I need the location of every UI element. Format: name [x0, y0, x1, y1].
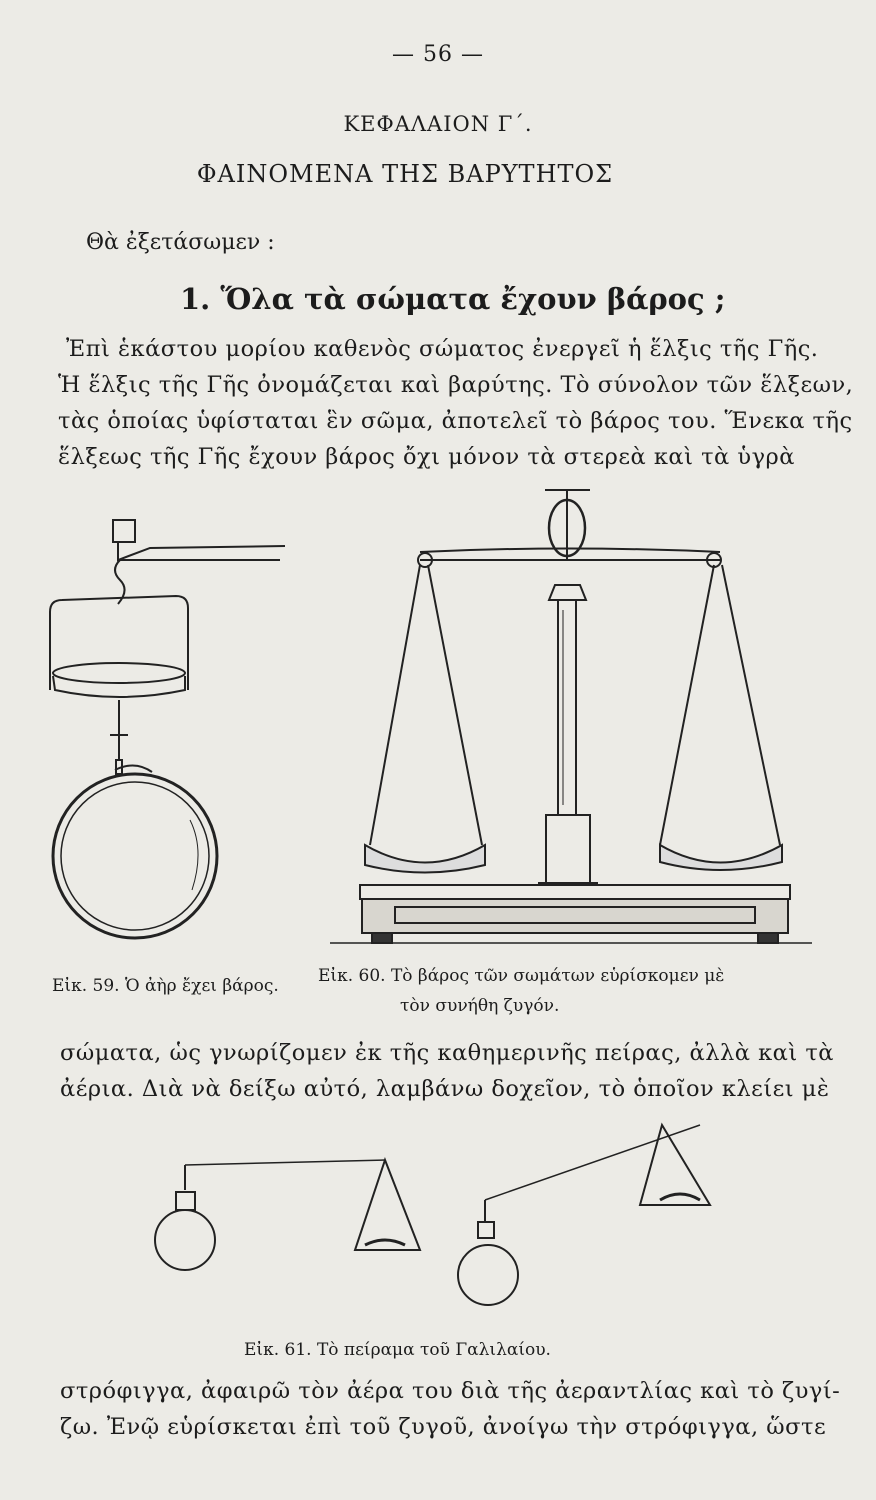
chapter-heading: ΚΕΦΑΛΑΙΟΝ Γ΄. — [343, 112, 533, 136]
figure-60-caption-line-1: Εἰκ. 60. Τὸ βάρος τῶν σωμάτων εὑρίσκομεν μὲ — [318, 966, 725, 986]
figure-59-balance-arm — [113, 520, 285, 604]
paragraph-2-line-2: ἀέρια. Διὰ νὰ δείξω αὐτό, λαμβάνω δοχεῖον, τὸ ὁποῖον κλείει μὲ — [60, 1076, 830, 1102]
intro-text: Θὰ ἐξετάσωμεν : — [86, 230, 275, 255]
paragraph-2-line-1: σώματα, ὡς γνωρίζομεν ἐκ τῆς καθημερινῆς πείρας, ἀλλὰ καὶ τὰ — [60, 1040, 834, 1066]
figure-60-balance — [330, 490, 812, 943]
page-number: — 56 — — [392, 42, 484, 67]
figure-61-caption: Εἰκ. 61. Τὸ πείραμα τοῦ Γαλιλαίου. — [244, 1340, 551, 1360]
figure-59-air-globe — [53, 765, 217, 938]
paragraph-1-line-3: τὰς ὁποίας ὑφίσταται ἓν σῶμα, ἀποτελεῖ τὸ βάρος του. Ἕνεκα τῆς — [58, 408, 853, 434]
paragraph-1-line-1: Ἐπὶ ἑκάστου μορίου καθενὸς σώματος ἐνεργεῖ ἡ ἕλξις τῆς Γῆς. — [66, 336, 819, 362]
section-title: ΦΑΙΝΟΜΕΝΑ ΤΗΣ ΒΑΡΥΤΗΤΟΣ — [196, 160, 614, 188]
paragraph-3-line-1: στρόφιγγα, ἀφαιρῶ τὸν ἀέρα του διὰ τῆς ἀεραντλίας καὶ τὸ ζυγί- — [60, 1378, 841, 1404]
figure-61-experiment — [155, 1125, 710, 1305]
paragraph-3-line-2: ζω. Ἐνῷ εὑρίσκεται ἐπὶ τοῦ ζυγοῦ, ἀνοίγω τὴν στρόφιγγα, ὥστε — [60, 1414, 827, 1440]
figure-59-caption: Εἰκ. 59. Ὁ ἀὴρ ἔχει βάρος. — [52, 976, 279, 996]
figure-59-bucket-stand — [50, 596, 188, 774]
figure-60-caption-line-2: τὸν συνήθη ζυγόν. — [400, 996, 560, 1016]
question-heading: 1. Ὅλα τὰ σώματα ἔχουν βάρος ; — [180, 282, 726, 316]
paragraph-1-line-2: Ἡ ἕλξις τῆς Γῆς ὀνομάζεται καὶ βαρύτης. Τὸ σύνολον τῶν ἕλξεων, — [58, 372, 854, 398]
paragraph-1-line-4: ἕλξεως τῆς Γῆς ἔχουν βάρος ὄχι μόνον τὰ στερεὰ καὶ τὰ ὑγρὰ — [58, 444, 795, 470]
